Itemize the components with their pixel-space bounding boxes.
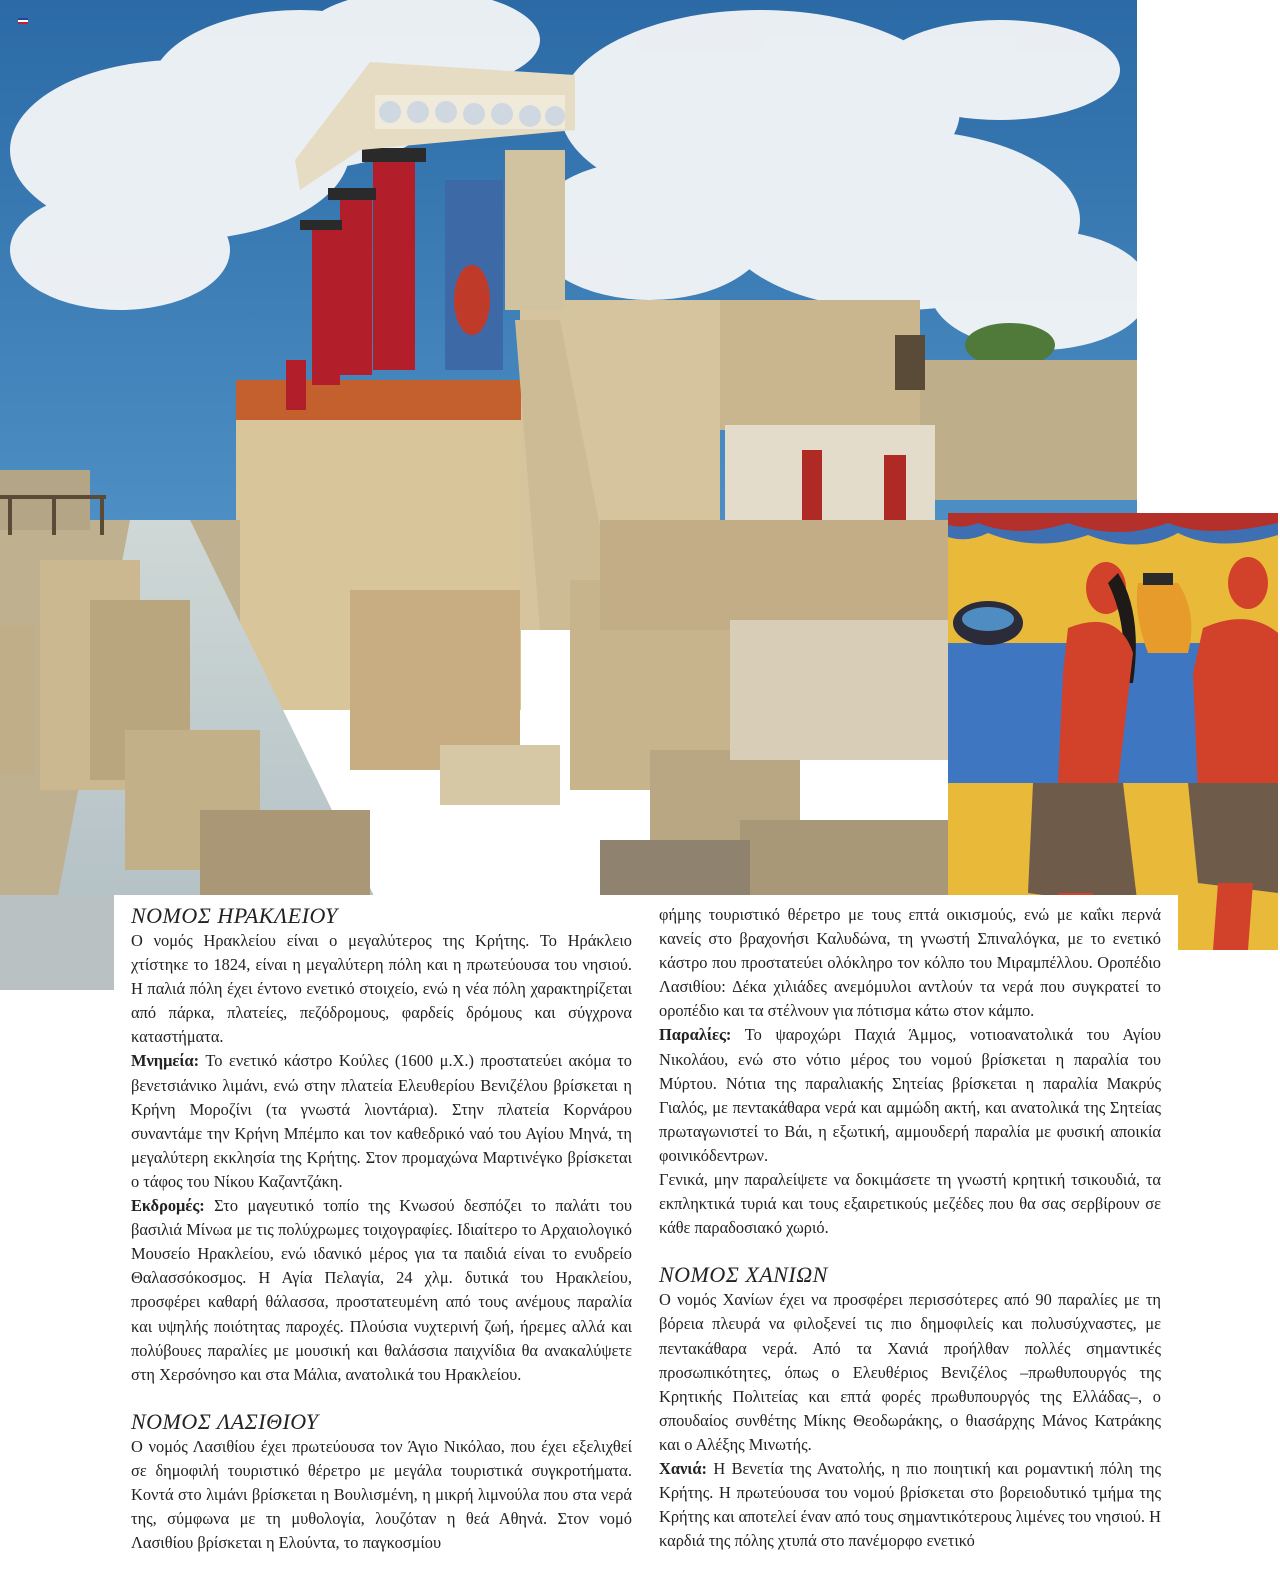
monuments-label: Μνημεία: (131, 1051, 200, 1071)
beaches-label: Παραλίες: (659, 1025, 732, 1045)
excursions-text: Στο μαγευτικό τοπίο της Κνωσού δεσπόζει το παλάτι του βασιλιά Μίνωα με τις πολύχρωμες τοιχογραφίες. Ιδιαίτερο το Αρχαιολογικό Μουσείο Ηρακλείου, ενώ ιδανικό μέρος για τα παιδιά είναι το ενυδρείο Θαλασσόκοσμος. Η Αγία Πελαγία, 24 χλμ. δυτικά του Ηρακλείου, προσφέρει καθαρή θάλασσα, προστατευμένη από τους ανέμους παραλία και υψηλής ποιότητας παροχές. Πλούσια νυχτερινή ζωή, ήρεμες αλλά και πολύβουες παραλίες με μουσική και θαλάσσια παιχνίδια θα ανακαλύψετε στη Χερσόνησο και στα Μάλια, ανατολικά του Ηρακλείου. (131, 1196, 632, 1384)
fresco-photo (948, 513, 1278, 950)
article-column-right (647, 895, 1178, 1572)
heraklion-excursions (131, 1194, 632, 1387)
flag-icon (18, 18, 28, 25)
lasithi-intro-part2: φήμης τουριστικό θέρετρο με τους επτά οικισμούς, ενώ με καΐκι περνά κανείς στο βραχονήσι Καλυδώνα, τη γνωστή Σπιναλόγκα, με το ενετικό κάστρο που προστατεύει ολόκληρο τον κόλπο του Μιραμπέλλου. Οροπέδιο Λασιθίου: Δέκα χιλιάδες ανεμόμυλοι αντλούν τα νερά που συγκρατεί το οροπέδιο και τα στέλνουν για πότισμα κάτω στον κάμπο. (659, 905, 1161, 1021)
section-title-chania: ΝΟΜΟΣ ΧΑΝΙΩΝ (659, 1262, 828, 1288)
section-title-heraklion: ΝΟΜΟΣ ΗΡΑΚΛΕΙΟΥ (131, 903, 338, 928)
monuments-text: Το ενετικό κάστρο Κούλες (1600 μ.Χ.) προστατεύει ακόμα το βενετσιάνικο λιμάνι, ενώ στην πλατεία Ελευθερίου Βενιζέλου βρίσκεται η Κρήνη Μοροζίνι (τα γνωστά λιοντάρια). Στην πλατεία Κορνάρου συναντάμε την Κρήνη Μπέμπο και τον καθεδρικό ναό του Αγίου Μηνά, τη μεγαλύτερη εκκλησία της Κρήτης. Στον προμαχώνα Μαρτινέγκο βρίσκεται ο τάφος του Νίκου Καζαντζάκη. (131, 1051, 632, 1191)
excursions-label: Εκδρομές: (131, 1196, 205, 1216)
fresco-illustration (948, 513, 1278, 950)
chania-intro: Ο νομός Χανίων έχει να προσφέρει περισσότερες από 90 παραλίες με τη βόρεια πλευρά να φιλοξενεί τις πιο δημοφιλείς και πολυσύχναστες, με πεντακάθαρα νερά. Από τα Χανιά προήλθαν πολλές σημαντικές προσωπικότητες, όπως ο Ελευθέριος Βενιζέλος –πρωθυπουργός της Κρητικής Πολιτείας και επτά φορές πρωθυπουργός της Ελλάδας–, ο σπουδαίος συνθέτης Μίκης Θεοδωράκης, ο θιασάρχης Μάνος Κατράκης και ο Αλέξης Μινωτής. (659, 1290, 1161, 1454)
heraklion-monuments (131, 1049, 632, 1194)
chania-city-text: Η Βενετία της Ανατολής, η πιο ποιητική και ρομαντική πόλη της Κρήτης. Η πρωτεύουσα του νομού βρίσκεται στο βορειοδυτικό τμήμα της Κρήτης και αποτελεί έναν από τους σημαντικότερους λιμένες του νησιού. Η καρδιά της πόλης χτυπά στο πανέμορφο ενετικό (659, 1458, 1161, 1551)
lasithi-intro-part1: Ο νομός Λασιθίου έχει πρωτεύουσα τον Άγιο Νικόλαο, που έχει εξελιχθεί σε δημοφιλή τουριστικό θέρετρο με μεγάλα τουριστικά συγκροτήματα. Κοντά στο λιμάνι βρίσκεται η Βουλισμένη, η μικρή λιμνούλα που στα νερά της, σύμφωνα με τη μυθολογία, λουζόταν η θεά Αθηνά. Στον νομό Λασιθίου βρίσκεται η Ελούντα, το παγκοσμίου (131, 1436, 632, 1553)
chania-city-label: Χανιά: (659, 1458, 707, 1478)
article-column-left (114, 895, 656, 1572)
section-title-lasithi: ΝΟΜΟΣ ΛΑΣΙΘΙΟΥ (131, 1408, 319, 1434)
lasithi-beaches (659, 1023, 1161, 1168)
lasithi-closing: Γενικά, μην παραλείψετε να δοκιμάσετε τη γνωστή κρητική τσικουδιά, τα εκπληκτικά τυριά και τους εξαιρετικούς μεζέδες που θα σας σερβίρουν σε κάθε παραδοσιακό χωριό. (659, 1170, 1161, 1238)
chania-city (659, 1457, 1161, 1553)
beaches-text: Το ψαροχώρι Παχιά Άμμος, νοτιοανατολικά του Αγίου Νικολάου, ενώ στο νότιο μέρος του νομού βρίσκεται η παραλία του Μύρτου. Νότια της παραλιακής Σητείας βρίσκεται η παραλία Μακρύς Γιαλός, με πεντακάθαρα νερά και αμμώδη ακτή, και ανατολικά της Σητείας πρωταγωνιστεί το Βάι, η εξωτική, αμμουδερή παραλία με φυσική αποικία φοινικόδεντρων. (659, 1025, 1161, 1165)
heraklion-intro: Ο νομός Ηρακλείου είναι ο μεγαλύτερος της Κρήτης. Το Ηράκλειο χτίστηκε το 1824, είναι η μεγαλύτερη πόλη και η πρωτεύουσα του νησιού. Η παλιά πόλη έχει έντονο ενετικό στοιχείο, ενώ η νέα πόλη χαρακτηρίζεται από πάρκα, πλατείες, πεζόδρομους, φαρδείς δρόμους και σύγχρονα καταστήματα. (131, 931, 632, 1047)
